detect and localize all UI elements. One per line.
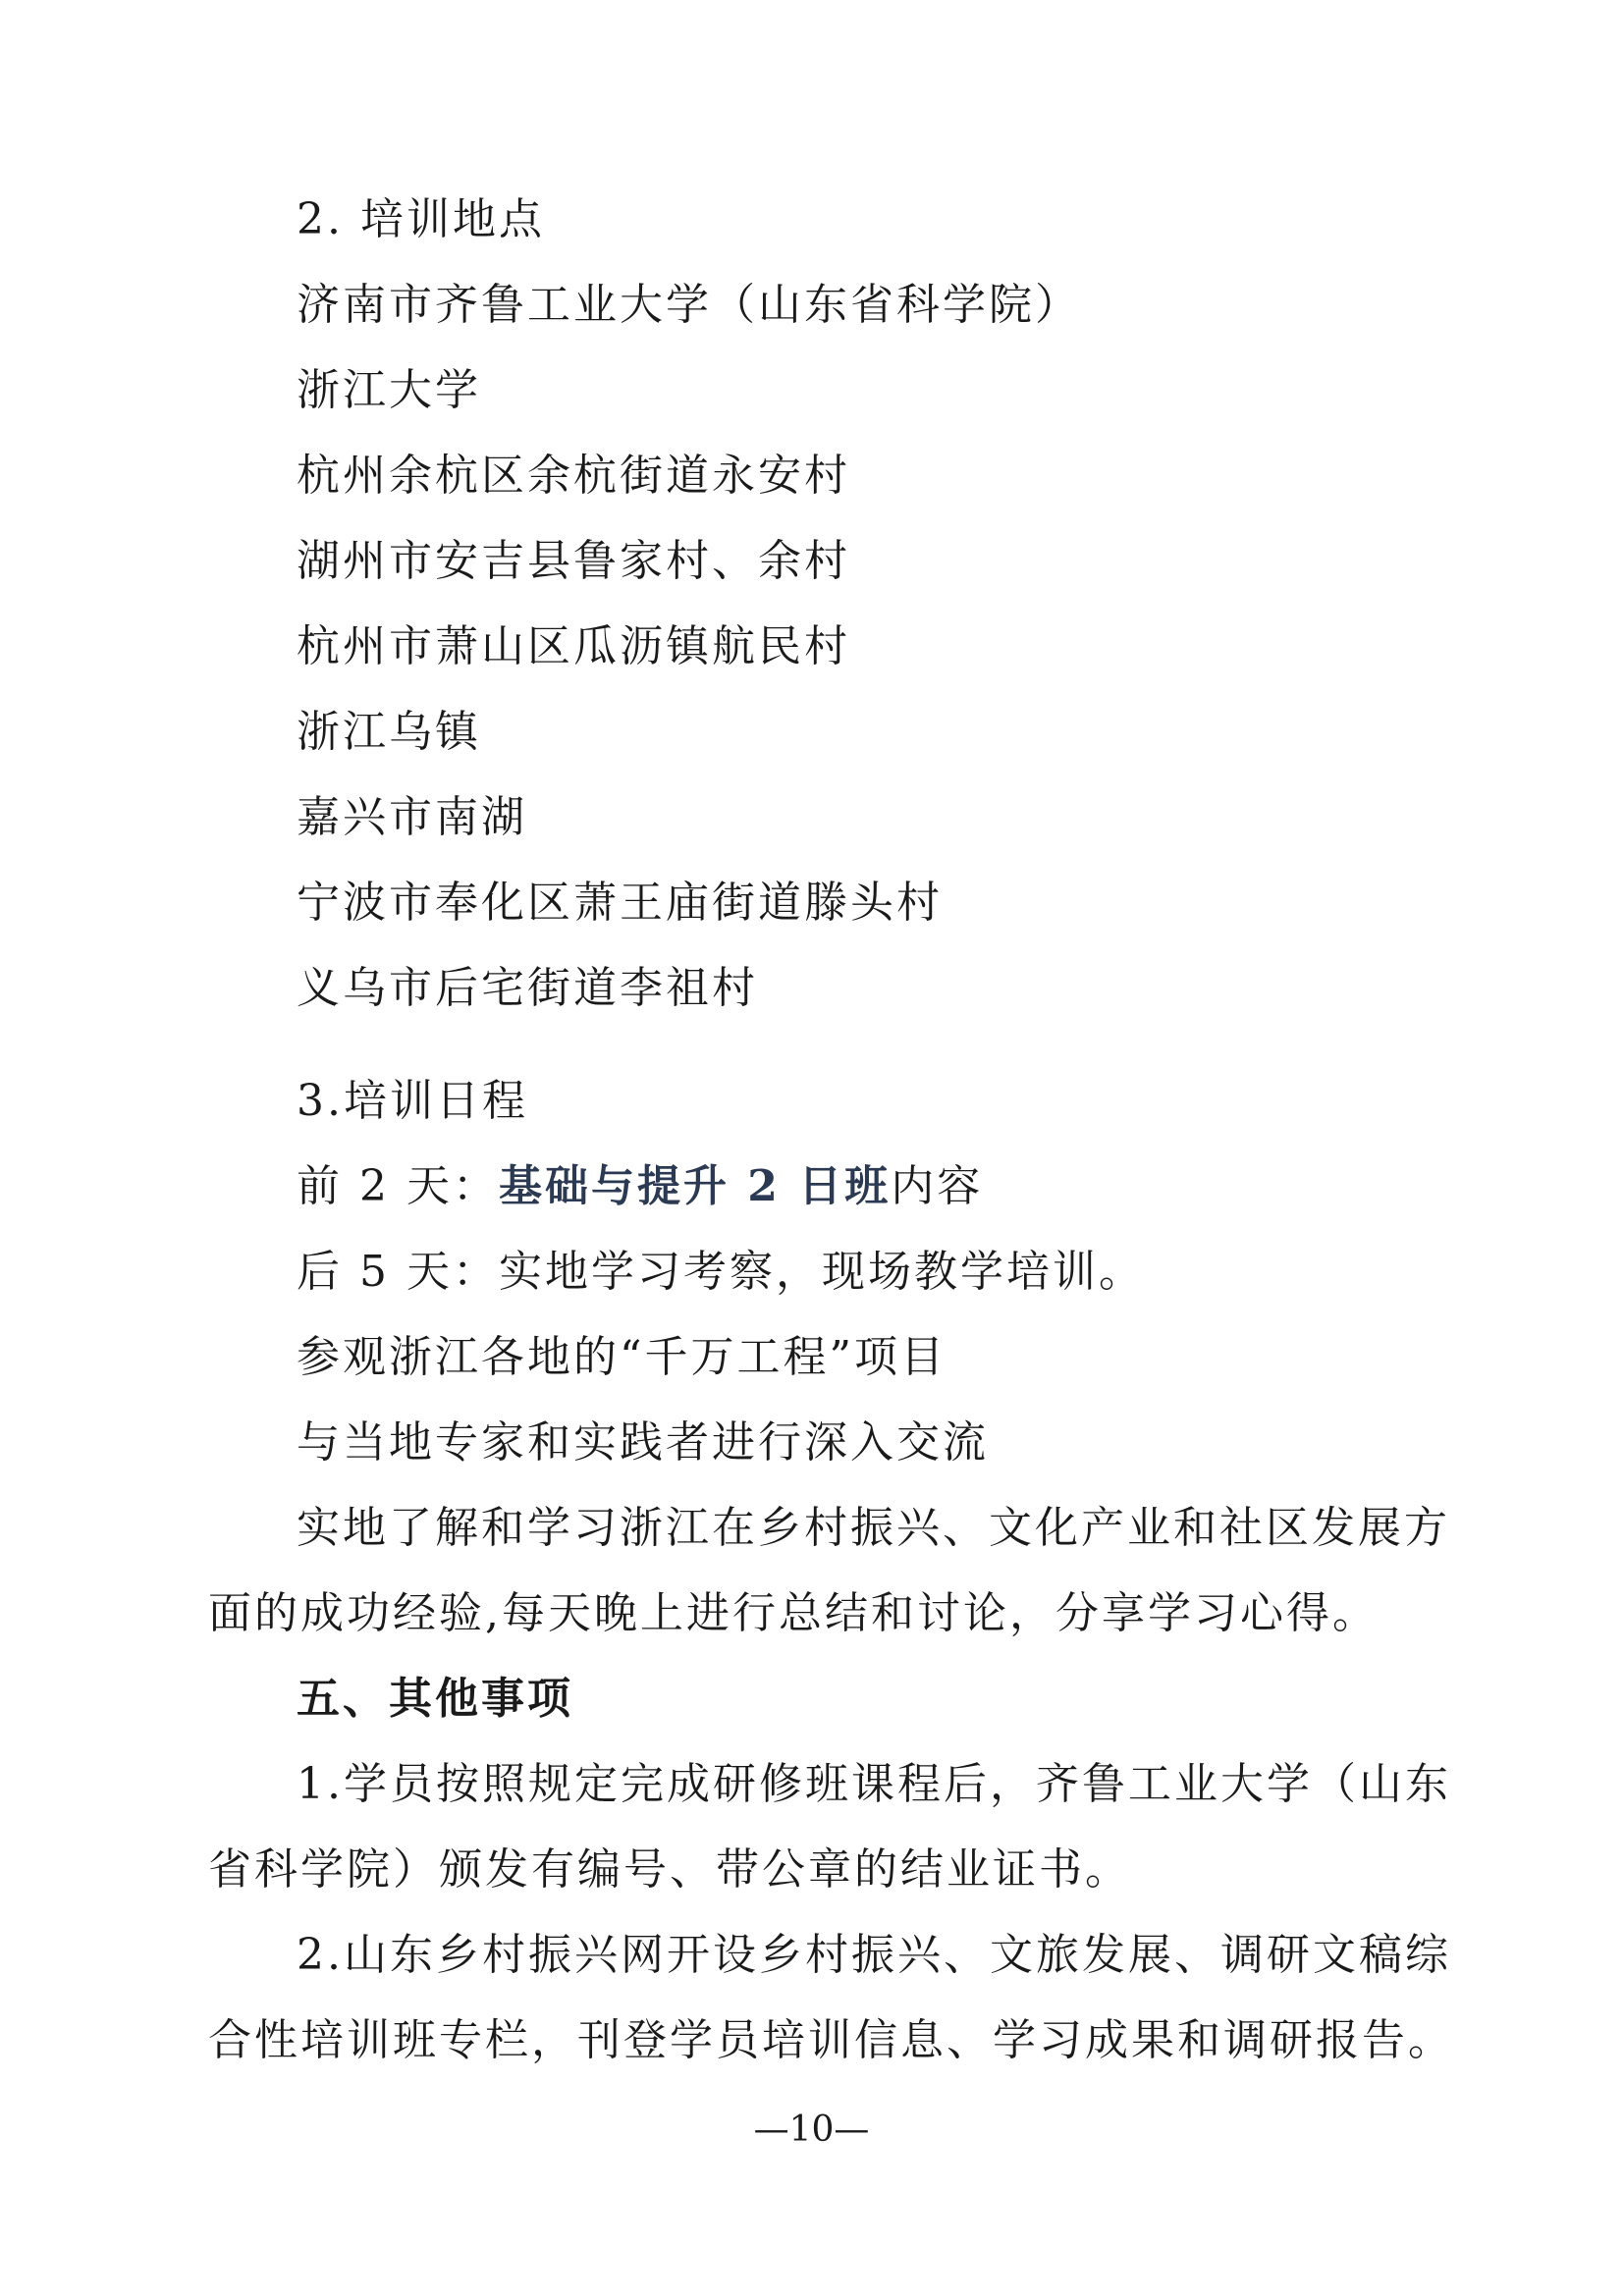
location-item: 嘉兴市南湖 [297, 792, 527, 842]
schedule-paragraph-line: 实地了解和学习浙江在乡村振兴、文化产业和社区发展方 [297, 1503, 1450, 1553]
section-heading-training-location: 2. 培训地点 [297, 194, 545, 244]
location-item: 济南市齐鲁工业大学（山东省科学院） [297, 280, 1081, 330]
schedule-exchange-item: 与当地专家和实践者进行深入交流 [297, 1417, 989, 1468]
other-matter-item-2-line: 2.山东乡村振兴网开设乡村振兴、文旅发展、调研文稿综 [297, 1930, 1451, 1980]
other-matter-item-1-line: 1.学员按照规定完成研修班课程后，齐鲁工业大学（山东 [297, 1759, 1451, 1809]
schedule-visit-item: 参观浙江各地的“千万工程”项目 [297, 1332, 947, 1382]
location-item: 义乌市后宅街道李祖村 [297, 963, 758, 1013]
schedule-first-days [297, 1159, 983, 1214]
other-matter-item-1-line: 省科学院）颁发有编号、带公章的结业证书。 [208, 1844, 1131, 1895]
schedule-paragraph-line: 面的成功经验,每天晚上进行总结和讨论，分享学习心得。 [208, 1588, 1379, 1638]
location-item: 宁波市奉化区萧王庙街道滕头村 [297, 878, 943, 928]
location-item: 杭州余杭区余杭街道永安村 [297, 451, 850, 501]
schedule-first-days-prefix: 前 2 天： [297, 1161, 499, 1211]
section-heading-training-schedule: 3.培训日程 [297, 1076, 528, 1126]
location-item: 杭州市萧山区瓜沥镇航民村 [297, 621, 850, 671]
section-heading-other-matters: 五、其他事项 [297, 1674, 573, 1724]
schedule-later-days: 后 5 天：实地学习考察，现场教学培训。 [297, 1247, 1145, 1297]
schedule-first-days-suffix: 内容 [891, 1161, 984, 1211]
location-item: 浙江大学 [297, 365, 481, 415]
other-matter-item-2-line: 合性培训班专栏，刊登学员培训信息、学习成果和调研报告。 [208, 2015, 1454, 2065]
page-number: —10— [753, 2109, 870, 2150]
location-item: 湖州市安吉县鲁家村、余村 [297, 536, 850, 586]
location-item: 浙江乌镇 [297, 707, 481, 757]
schedule-first-days-course: 基础与提升 2 日班 [498, 1161, 892, 1211]
